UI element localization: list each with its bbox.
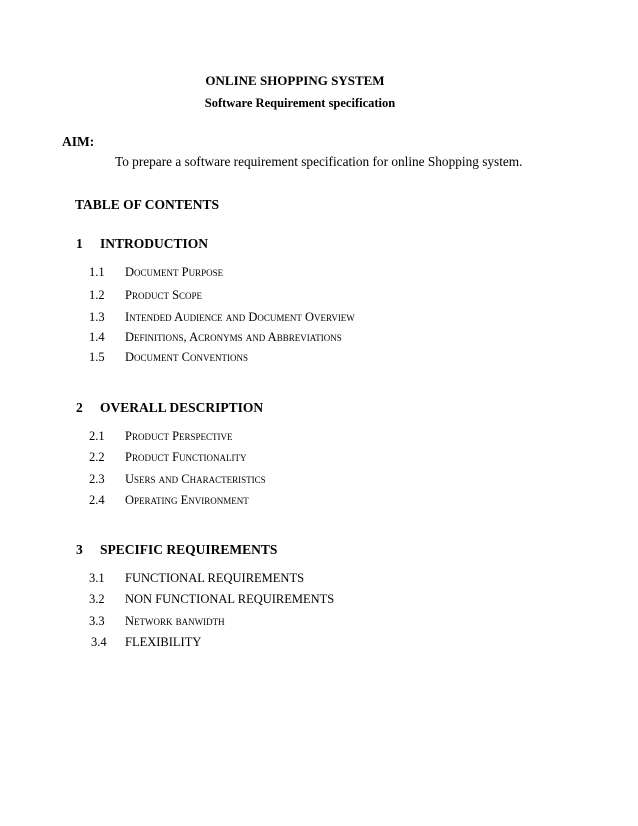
toc-item-title: NON FUNCTIONAL REQUIREMENTS <box>125 592 335 606</box>
toc-item-title: Document Purpose <box>125 265 224 279</box>
toc-item-number: 2.2 <box>89 450 105 464</box>
toc-item-title: Intended Audience and Document Overview <box>125 310 355 324</box>
toc-item-number: 1.4 <box>89 330 105 344</box>
toc-section-number: 3 <box>76 542 83 557</box>
toc-item-title: Definitions, Acronyms and Abbreviations <box>125 330 342 344</box>
toc-item-number: 3.4 <box>91 635 107 649</box>
toc-item-number: 1.2 <box>89 288 105 302</box>
toc-item-number: 1.3 <box>89 310 105 324</box>
toc-item-title: Product Functionality <box>125 450 247 464</box>
toc-item-number: 1.1 <box>89 265 105 279</box>
toc-item-title: Network banwidth <box>125 614 225 628</box>
toc-section-title: INTRODUCTION <box>100 236 209 251</box>
toc-item-title: FUNCTIONAL REQUIREMENTS <box>125 571 305 585</box>
toc-section-number: 1 <box>76 236 83 251</box>
toc-item-title: Product Perspective <box>125 429 233 443</box>
toc-item-title: Users and Characteristics <box>125 472 266 486</box>
toc-item-number: 2.1 <box>89 429 105 443</box>
toc-section-title: OVERALL DESCRIPTION <box>100 400 264 415</box>
aim-text: To prepare a software requirement specification for online Shopping system. <box>115 154 523 169</box>
document-title: ONLINE SHOPPING SYSTEM <box>205 73 385 88</box>
toc-item-number: 1.5 <box>89 350 105 364</box>
toc-item-number: 3.3 <box>89 614 105 628</box>
toc-item-title: Document Conventions <box>125 350 248 364</box>
toc-section-number: 2 <box>76 400 83 415</box>
toc-heading: TABLE OF CONTENTS <box>75 197 220 212</box>
aim-label: AIM: <box>62 134 95 149</box>
toc-item-number: 2.3 <box>89 472 105 486</box>
document-subtitle: Software Requirement specification <box>204 96 396 110</box>
toc-item-number: 3.1 <box>89 571 105 585</box>
toc-item-title: FLEXIBILITY <box>125 635 202 649</box>
toc-item-title: Operating Environment <box>125 493 249 507</box>
toc-section-title: SPECIFIC REQUIREMENTS <box>100 542 278 557</box>
toc-item-title: Product Scope <box>125 288 203 302</box>
toc-item-number: 3.2 <box>89 592 105 606</box>
toc-item-number: 2.4 <box>89 493 105 507</box>
